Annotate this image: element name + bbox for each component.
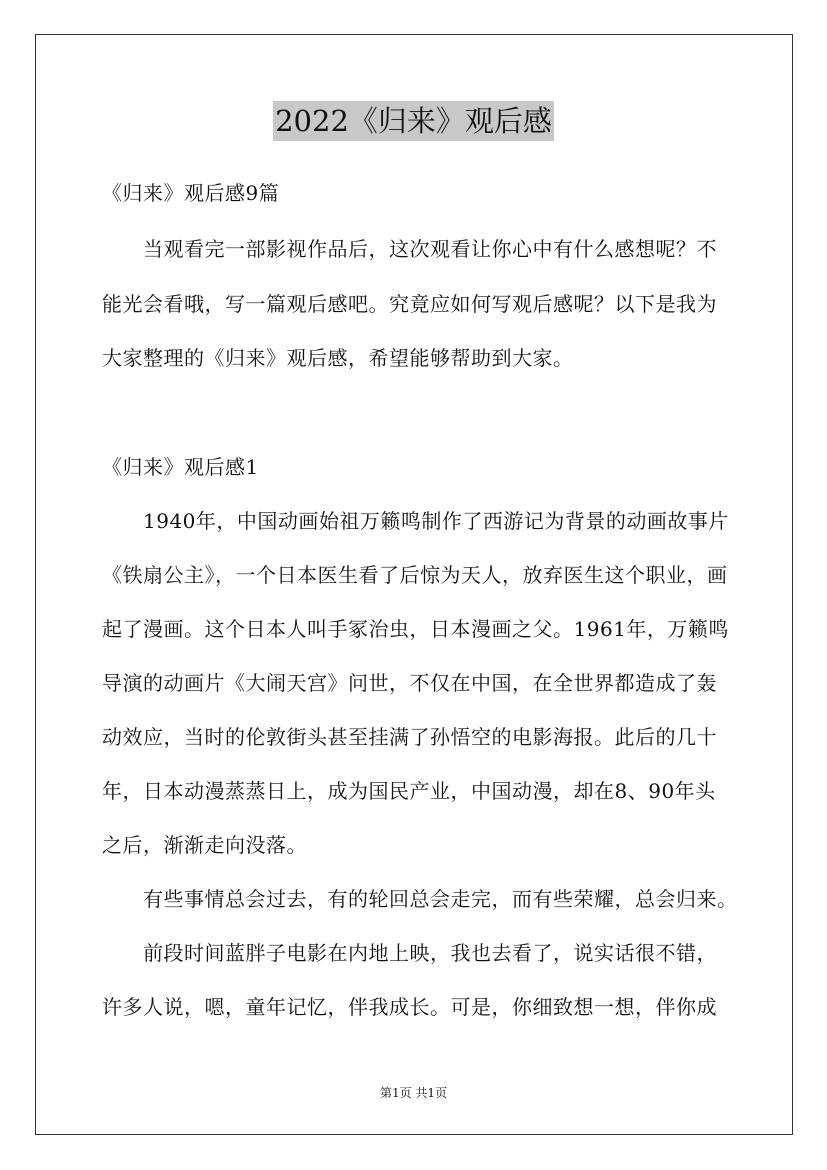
body-line-2: 《铁扇公主》，一个日本医生看了后惊为天人，放弃医生这个职业，画 [102,563,728,587]
body-line-1: 1940年，中国动画始祖万籁鸣制作了西游记为背景的动画故事片 [143,509,729,533]
body-line-9: 前段时间蓝胖子电影在内地上映，我也去看了，说实话很不错， [143,941,717,965]
body-line-8: 有些事情总会过去，有的轮回总会走完，而有些荣耀，总会归来。 [143,887,738,911]
intro-line-3: 大家整理的《归来》观后感，希望能够帮助到大家。 [102,346,574,370]
document-title: 2022《归来》观后感 [273,101,554,141]
section-heading: 《归来》观后感1 [102,455,259,479]
body-line-3: 起了漫画。这个日本人叫手冢治虫，日本漫画之父。1961年，万籁鸣 [102,617,729,641]
body-line-5: 动效应，当时的伦敦街头甚至挂满了孙悟空的电影海报。此后的几十 [102,725,717,749]
intro-line-2: 能光会看哦，写一篇观后感吧。究竟应如何写观后感呢？以下是我为 [102,292,717,316]
title-container [0,101,827,141]
body-line-7: 之后，渐渐走向没落。 [102,833,307,857]
body-line-10: 许多人说，嗯，童年记忆，伴我成长。可是，你细致想一想，伴你成 [102,995,717,1019]
body-line-6: 年，日本动漫蒸蒸日上，成为国民产业，中国动漫，却在8、90年头 [102,779,716,803]
body-line-4: 导演的动画片《大闹天宫》问世，不仅在中国，在全世界都造成了轰 [102,671,717,695]
intro-line-1: 当观看完一部影视作品后，这次观看让你心中有什么感想呢？不 [143,237,717,261]
page-footer: 第1页 共1页 [379,1086,448,1100]
subtitle: 《归来》观后感9篇 [102,181,280,205]
